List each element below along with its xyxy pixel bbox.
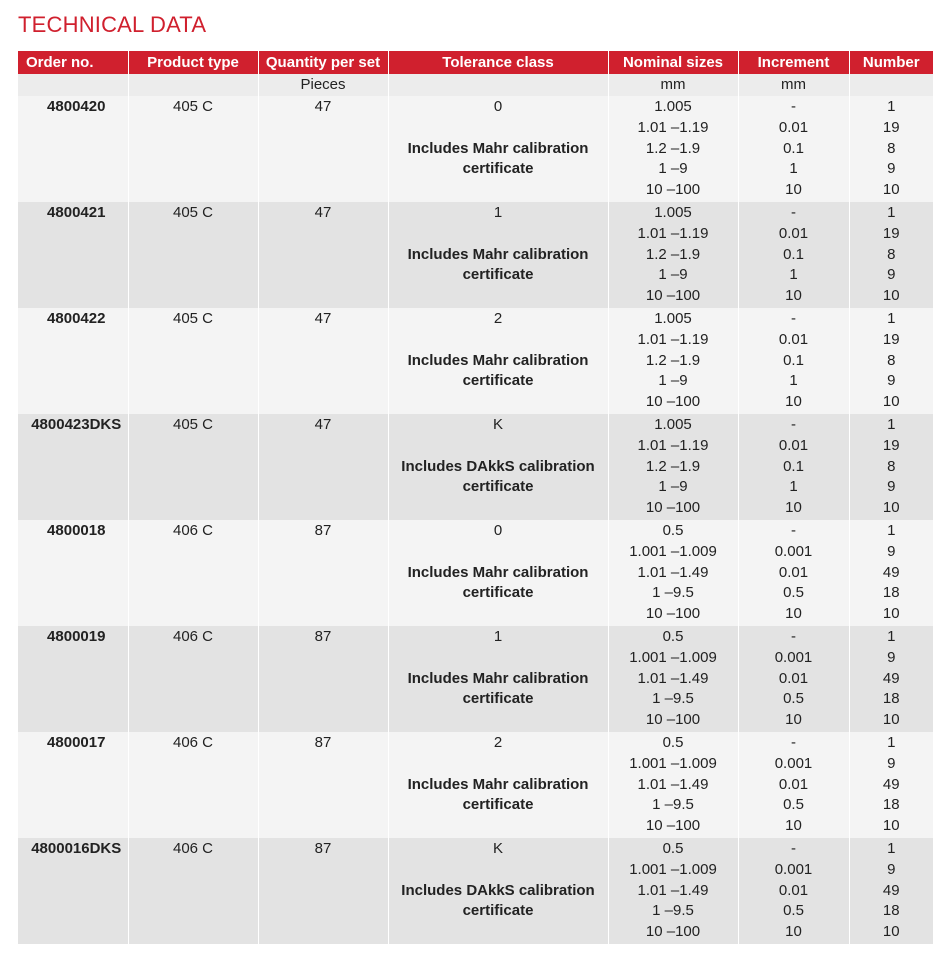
calibration-note-line2: certificate xyxy=(462,584,534,602)
nominal-size: 1.001 –1.009 xyxy=(629,542,717,560)
calibration-note-line2: certificate xyxy=(462,266,534,284)
product-type: 405 C xyxy=(128,308,258,414)
calibration-note-line1: Includes Mahr calibration xyxy=(407,775,589,793)
calibration-note-line1: Includes Mahr calibration xyxy=(407,563,589,581)
increment-value: 0.01 xyxy=(778,563,809,581)
increment-value: 1 xyxy=(789,266,798,284)
unit-cell xyxy=(849,74,933,96)
unit-cell xyxy=(388,74,608,96)
number-value: 9 xyxy=(887,754,896,772)
nominal-size: 1.005 xyxy=(654,310,692,327)
increment-value: 1 xyxy=(789,372,798,390)
increment-value: 0.5 xyxy=(783,902,804,920)
nominal-size: 1.001 –1.009 xyxy=(629,648,717,666)
number-value: 10 xyxy=(882,393,900,411)
increment-value: 10 xyxy=(785,817,802,835)
increment-value: 0.001 xyxy=(774,648,813,666)
calibration-note-line2: certificate xyxy=(462,796,534,814)
number-value: 49 xyxy=(882,775,900,793)
number-value: 10 xyxy=(882,605,900,623)
calibration-note-line2: certificate xyxy=(462,478,534,496)
page-title: TECHNICAL DATA xyxy=(18,12,207,37)
increment-cell xyxy=(738,308,849,414)
nominal-size: 1.2 –1.9 xyxy=(645,351,701,369)
order-number: 4800016DKS xyxy=(18,838,128,944)
calibration-note-line2: certificate xyxy=(462,902,534,920)
tolerance-class-cell xyxy=(388,308,608,414)
tolerance-class-cell xyxy=(388,732,608,838)
increment-value: 0.1 xyxy=(783,245,804,263)
increment-cell xyxy=(738,838,849,944)
unit-cell xyxy=(128,74,258,96)
number-value: 49 xyxy=(882,669,900,687)
number-value: 10 xyxy=(882,923,900,941)
quantity-per-set: 47 xyxy=(258,96,388,202)
increment-cell xyxy=(738,202,849,308)
calibration-note-line1: Includes Mahr calibration xyxy=(407,139,589,157)
increment-value: 10 xyxy=(785,181,802,199)
nominal-size: 1.2 –1.9 xyxy=(645,139,701,157)
tolerance-class-cell xyxy=(388,202,608,308)
unit-cell: mm xyxy=(738,74,849,96)
calibration-note-line1: Includes DAkkS calibration xyxy=(401,881,595,899)
increment-value: 0.01 xyxy=(778,224,809,242)
increment-value: 0.001 xyxy=(774,860,813,878)
nominal-size: 1.01 –1.19 xyxy=(637,224,709,242)
increment-value: 10 xyxy=(785,923,802,941)
increment-value: - xyxy=(791,204,796,221)
nominal-size: 1.01 –1.19 xyxy=(637,436,709,454)
number-cell xyxy=(849,308,933,414)
table-row xyxy=(18,308,933,414)
table-row xyxy=(18,626,933,732)
number-value: 9 xyxy=(887,266,896,284)
nominal-size: 10 –100 xyxy=(645,817,701,835)
header-increment: Increment xyxy=(738,51,849,74)
increment-value: - xyxy=(791,628,796,645)
increment-value: 0.5 xyxy=(783,796,804,814)
number-cell xyxy=(849,626,933,732)
nominal-size: 10 –100 xyxy=(645,499,701,517)
unit-cell: Pieces xyxy=(258,74,388,96)
table-row xyxy=(18,732,933,838)
number-value: 9 xyxy=(887,860,896,878)
table-row xyxy=(18,96,933,202)
increment-value: 0.01 xyxy=(778,118,809,136)
calibration-note-line1: Includes Mahr calibration xyxy=(407,669,589,687)
increment-value: 0.5 xyxy=(783,690,804,708)
tolerance-class: K xyxy=(492,416,503,433)
nominal-size: 1.001 –1.009 xyxy=(629,754,717,772)
nominal-size: 10 –100 xyxy=(645,711,701,729)
nominal-sizes-cell xyxy=(608,308,738,414)
increment-cell xyxy=(738,732,849,838)
tolerance-class: 0 xyxy=(493,98,503,115)
number-value: 9 xyxy=(887,478,896,496)
increment-value: 0.1 xyxy=(783,457,804,475)
number-cell xyxy=(849,202,933,308)
nominal-size: 1 –9.5 xyxy=(652,690,694,708)
increment-cell xyxy=(738,520,849,626)
nominal-size: 1 –9 xyxy=(658,160,688,178)
nominal-size: 10 –100 xyxy=(645,605,701,623)
quantity-per-set: 87 xyxy=(258,732,388,838)
nominal-size: 0.5 xyxy=(662,734,684,751)
tolerance-class-cell xyxy=(388,96,608,202)
nominal-size: 0.5 xyxy=(662,628,684,645)
increment-value: 0.5 xyxy=(783,584,804,602)
number-value: 1 xyxy=(887,522,896,539)
nominal-size: 10 –100 xyxy=(645,923,701,941)
number-value: 19 xyxy=(882,224,900,242)
nominal-size: 1.01 –1.49 xyxy=(637,563,709,581)
quantity-per-set: 47 xyxy=(258,202,388,308)
nominal-size: 1.2 –1.9 xyxy=(645,245,701,263)
quantity-per-set: 87 xyxy=(258,520,388,626)
increment-value: 0.01 xyxy=(778,881,809,899)
calibration-note-line2: certificate xyxy=(462,690,534,708)
nominal-size: 1 –9 xyxy=(658,266,688,284)
calibration-note-line1: Includes DAkkS calibration xyxy=(401,457,595,475)
header-tolerance-class: Tolerance class xyxy=(388,51,608,74)
unit-cell: mm xyxy=(608,74,738,96)
increment-value: 0.1 xyxy=(783,139,804,157)
table-row xyxy=(18,520,933,626)
nominal-sizes-cell xyxy=(608,414,738,520)
order-number: 4800422 xyxy=(18,308,128,414)
increment-value: 0.001 xyxy=(774,542,813,560)
increment-value: 0.1 xyxy=(783,351,804,369)
product-type: 406 C xyxy=(128,626,258,732)
increment-value: 10 xyxy=(785,393,802,411)
header-number: Number xyxy=(849,51,933,74)
increment-value: - xyxy=(791,416,796,433)
number-value: 8 xyxy=(887,245,896,263)
number-cell xyxy=(849,96,933,202)
quantity-per-set: 47 xyxy=(258,414,388,520)
increment-value: 10 xyxy=(785,287,802,305)
number-value: 8 xyxy=(887,351,896,369)
nominal-size: 1.001 –1.009 xyxy=(629,860,717,878)
increment-value: 0.01 xyxy=(778,775,809,793)
nominal-size: 0.5 xyxy=(662,840,684,857)
number-value: 8 xyxy=(887,457,896,475)
order-number: 4800420 xyxy=(18,96,128,202)
calibration-note-line1: Includes Mahr calibration xyxy=(407,245,589,263)
number-cell xyxy=(849,732,933,838)
number-value: 1 xyxy=(887,840,896,857)
product-type: 406 C xyxy=(128,838,258,944)
increment-value: - xyxy=(791,840,796,857)
number-value: 49 xyxy=(882,563,900,581)
increment-value: - xyxy=(791,734,796,751)
increment-value: 10 xyxy=(785,605,802,623)
header-product-type: Product type xyxy=(128,51,258,74)
order-number: 4800423DKS xyxy=(18,414,128,520)
technical-data-table xyxy=(18,51,933,944)
tolerance-class-cell xyxy=(388,520,608,626)
number-value: 1 xyxy=(887,98,896,115)
number-value: 9 xyxy=(887,648,896,666)
increment-cell xyxy=(738,96,849,202)
quantity-per-set: 47 xyxy=(258,308,388,414)
increment-value: - xyxy=(791,310,796,327)
product-type: 406 C xyxy=(128,520,258,626)
increment-value: 0.01 xyxy=(778,330,809,348)
nominal-size: 1.01 –1.49 xyxy=(637,881,709,899)
tolerance-class: 1 xyxy=(493,204,503,221)
nominal-size: 1.01 –1.19 xyxy=(637,118,709,136)
number-value: 10 xyxy=(882,711,900,729)
increment-value: 0.01 xyxy=(778,436,809,454)
order-number: 4800017 xyxy=(18,732,128,838)
increment-value: 0.01 xyxy=(778,669,809,687)
number-value: 10 xyxy=(882,499,900,517)
number-value: 10 xyxy=(882,287,900,305)
nominal-size: 1.005 xyxy=(654,416,692,433)
tolerance-class-cell xyxy=(388,626,608,732)
number-cell xyxy=(849,838,933,944)
increment-value: 1 xyxy=(789,478,798,496)
nominal-size: 1 –9 xyxy=(658,372,688,390)
tolerance-class: 1 xyxy=(493,628,503,645)
number-value: 9 xyxy=(887,542,896,560)
number-cell xyxy=(849,520,933,626)
number-value: 8 xyxy=(887,139,896,157)
header-nominal-sizes: Nominal sizes xyxy=(608,51,738,74)
number-value: 10 xyxy=(882,181,900,199)
nominal-size: 1.005 xyxy=(654,204,692,221)
units-row xyxy=(18,74,933,96)
nominal-size: 1 –9.5 xyxy=(652,584,694,602)
product-type: 405 C xyxy=(128,96,258,202)
nominal-sizes-cell xyxy=(608,96,738,202)
nominal-size: 1.01 –1.19 xyxy=(637,330,709,348)
number-value: 9 xyxy=(887,372,896,390)
number-value: 18 xyxy=(882,902,900,920)
nominal-size: 0.5 xyxy=(662,522,684,539)
nominal-sizes-cell xyxy=(608,202,738,308)
number-value: 49 xyxy=(882,881,900,899)
quantity-per-set: 87 xyxy=(258,626,388,732)
nominal-size: 1.2 –1.9 xyxy=(645,457,701,475)
table-row xyxy=(18,202,933,308)
increment-value: 10 xyxy=(785,499,802,517)
increment-value: - xyxy=(791,522,796,539)
increment-value: 10 xyxy=(785,711,802,729)
increment-cell xyxy=(738,414,849,520)
nominal-sizes-cell xyxy=(608,626,738,732)
number-value: 19 xyxy=(882,436,900,454)
header-order-no: Order no. xyxy=(18,51,128,74)
product-type: 405 C xyxy=(128,414,258,520)
number-cell xyxy=(849,414,933,520)
increment-value: 1 xyxy=(789,160,798,178)
order-number: 4800018 xyxy=(18,520,128,626)
number-value: 10 xyxy=(882,817,900,835)
header-row xyxy=(18,51,933,74)
number-value: 18 xyxy=(882,690,900,708)
nominal-size: 1.01 –1.49 xyxy=(637,775,709,793)
nominal-size: 1 –9 xyxy=(658,478,688,496)
number-value: 19 xyxy=(882,118,900,136)
table-row xyxy=(18,838,933,944)
number-value: 1 xyxy=(887,416,896,433)
nominal-sizes-cell xyxy=(608,520,738,626)
tolerance-class: K xyxy=(492,840,503,857)
number-value: 9 xyxy=(887,160,896,178)
tolerance-class: 2 xyxy=(493,734,503,751)
tolerance-class-cell xyxy=(388,838,608,944)
tolerance-class-cell xyxy=(388,414,608,520)
nominal-size: 1 –9.5 xyxy=(652,796,694,814)
number-value: 1 xyxy=(887,310,896,327)
nominal-size: 1.005 xyxy=(654,98,692,115)
order-number: 4800421 xyxy=(18,202,128,308)
nominal-sizes-cell xyxy=(608,732,738,838)
calibration-note-line1: Includes Mahr calibration xyxy=(407,351,589,369)
increment-cell xyxy=(738,626,849,732)
product-type: 405 C xyxy=(128,202,258,308)
increment-value: - xyxy=(791,98,796,115)
calibration-note-line2: certificate xyxy=(462,160,534,178)
nominal-size: 1 –9.5 xyxy=(652,902,694,920)
unit-cell xyxy=(18,74,128,96)
order-number: 4800019 xyxy=(18,626,128,732)
number-value: 1 xyxy=(887,734,896,751)
number-value: 1 xyxy=(887,628,896,645)
number-value: 18 xyxy=(882,584,900,602)
number-value: 19 xyxy=(882,330,900,348)
number-value: 1 xyxy=(887,204,896,221)
nominal-size: 10 –100 xyxy=(645,393,701,411)
nominal-size: 10 –100 xyxy=(645,181,701,199)
table-row xyxy=(18,414,933,520)
number-value: 18 xyxy=(882,796,900,814)
increment-value: 0.001 xyxy=(774,754,813,772)
tolerance-class: 0 xyxy=(493,522,503,539)
tolerance-class: 2 xyxy=(493,310,503,327)
nominal-size: 10 –100 xyxy=(645,287,701,305)
header-quantity-per-set: Quantity per set xyxy=(258,51,388,74)
calibration-note-line2: certificate xyxy=(462,372,534,390)
nominal-size: 1.01 –1.49 xyxy=(637,669,709,687)
quantity-per-set: 87 xyxy=(258,838,388,944)
product-type: 406 C xyxy=(128,732,258,838)
nominal-sizes-cell xyxy=(608,838,738,944)
